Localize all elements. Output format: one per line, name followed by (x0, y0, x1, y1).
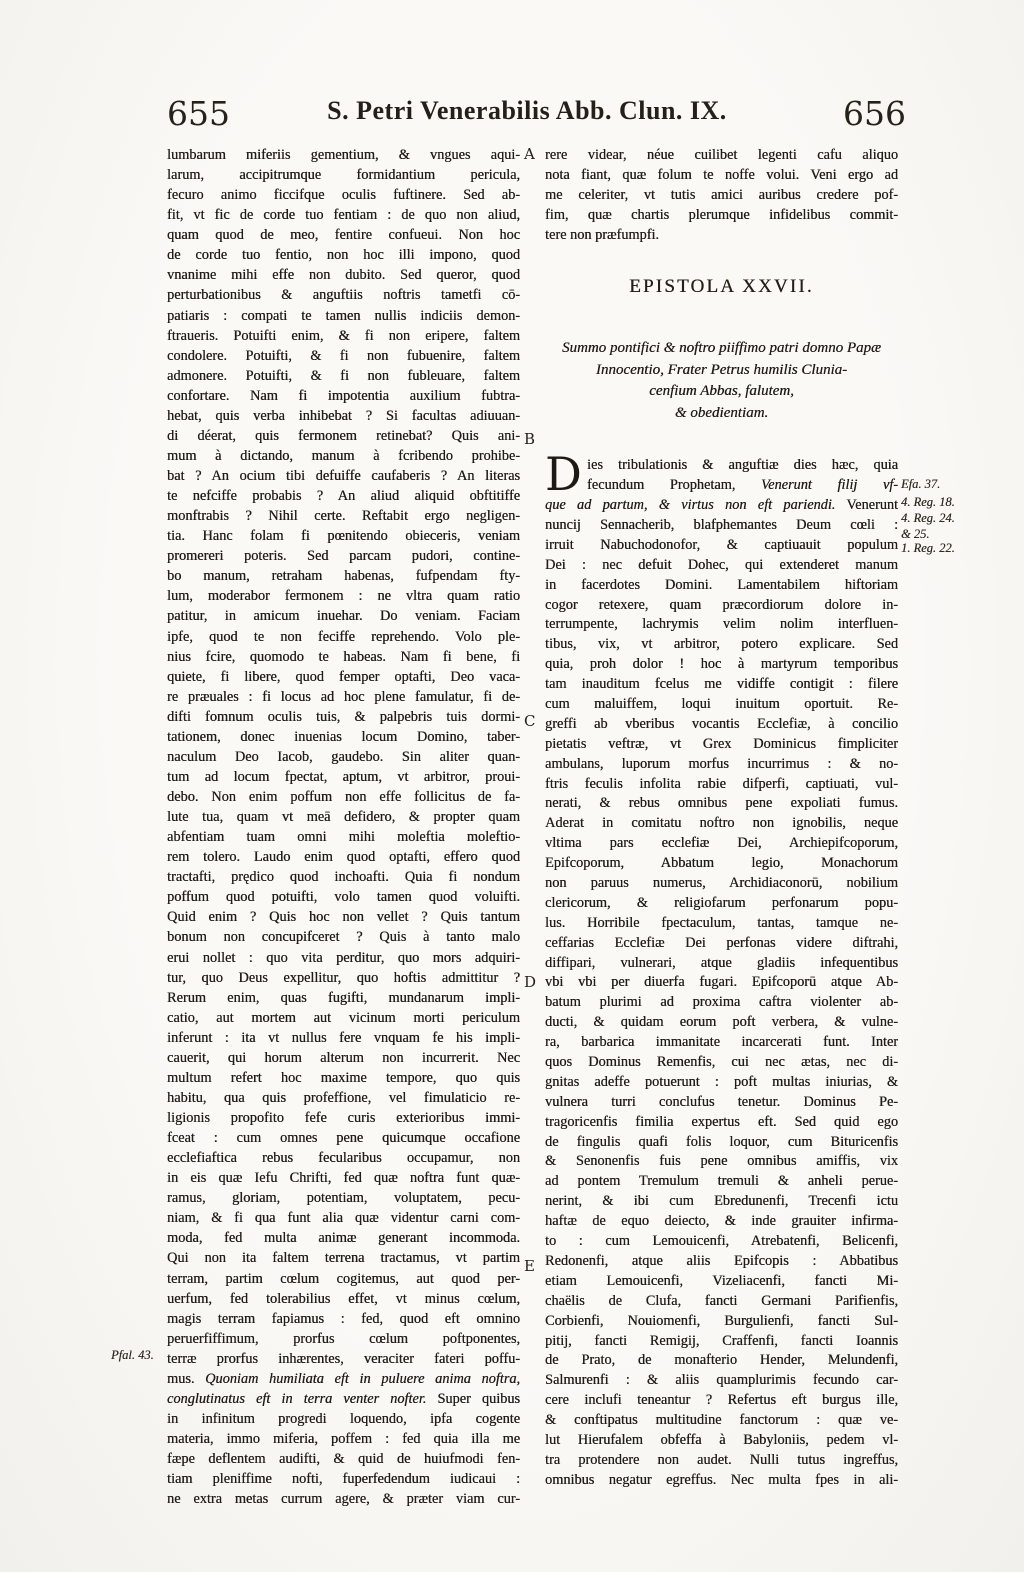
text-line: tiam pleniffime nofti, fuperfedendum iudicaui : (167, 1471, 520, 1488)
section-letter-a: A (524, 145, 535, 163)
text-line: tra protendere non audet. Nulli tutus ingreffus, (545, 1451, 898, 1468)
text-line: cum maluiffem, loqui inuitum oportuit. Re- (545, 696, 898, 712)
text-line: difti fomnum oculis tuis, & palpebris tuis dormi- (167, 708, 520, 725)
text-line: lus. Horribile fpectaculum, tantas, tamque ne- (545, 914, 898, 931)
text-line: Redonenfi, atque aliis Epifcopis : Abbatibus (545, 1252, 898, 1269)
margin-note-esa: Efa. 37. (901, 477, 941, 491)
text-line: pitij, fancti Remigij, Craffenfi, fancti Ioannis (545, 1332, 898, 1349)
text-line: nuncij Sennacherib, blafphemantes Deum cœli : (545, 516, 898, 533)
text-line: rem tolero. Laudo enim quod optafti, effero quod (167, 849, 520, 866)
section-letter-b: B (524, 430, 536, 448)
text-line: omnibus negatur egreffus. Nec multa fpes in ali- (545, 1471, 898, 1488)
margin-note-reg18: 4. Reg. 18. (901, 495, 955, 509)
text-line: ftraueris. Potuifti enim, & fi non eripere, faltem (167, 327, 520, 344)
text-line: lum, moderabor fermonem : ne vltra quam ratio (167, 588, 520, 605)
text-line: te nefciffe probabis ? An aliud aliquid obftitiffe (167, 488, 520, 505)
text-line: vbi vbi per diuerfa fugari. Epifcoporū atque Ab- (545, 974, 898, 991)
text-line: naculum Deo Iacob, gaudebo. Sin aliter quan- (167, 748, 520, 765)
text-line: lumbarum miferiis gementium, & vngues aqui- (167, 147, 520, 163)
text-line: in eis quæ Iefu Chrifti, fed quæ noftra funt quæ- (167, 1170, 520, 1187)
letter-closing-lines (545, 145, 898, 245)
salutation-block (545, 338, 898, 424)
text-line: vltima pars ecclefiæ Dei, Archiepifcoporum, (545, 835, 898, 852)
text-line: quam quod de meo, fentire confueui. Non hoc (167, 227, 520, 244)
text-line: ne extra metas currum agere, & præter viam cur- (167, 1491, 520, 1508)
text-line: quiete, fi libere, quod femper optafti, Deo vaca- (167, 668, 520, 685)
text-line: batum plurimi ad proxima caftra violenter ab- (545, 994, 898, 1011)
text-line: tere non præfumpfi. (545, 227, 659, 244)
text-line: tur, quo Deus expellitur, quo hoftis admittitur ? (167, 969, 520, 986)
text-line: tragoricenfis fimilia expertus eft. Sed quid ego (545, 1113, 898, 1130)
text-line: & obedientiam. (674, 404, 769, 421)
text-line: moda, fed multa animæ generant incommoda. (167, 1230, 520, 1247)
text-line: cere inclufi teneantur ? Refertus eft burgus ille, (545, 1392, 898, 1409)
text-line: bonum non concupifceret ? Quis à tanto malo (167, 929, 520, 946)
text-line: hebat, quis verba inhibebat ? Si facultas adiuuan- (167, 407, 520, 424)
text-line: Epifcoporum, Abbatum legio, Monachorum (545, 855, 898, 872)
text-line: mus. Quoniam humiliata eft in puluere anima noftra, (167, 1370, 520, 1387)
text-line: tractafti, prędico quod inchoafti. Quia fi nondum (167, 869, 520, 886)
text-line: de fingulis quafi folis loquor, cum Bituricenfis (545, 1133, 898, 1150)
text-line: fecuro animo ficcifque oculis fuftinere. Sed ab- (167, 187, 520, 204)
text-line: abfentiam tuam omni mihi moleftia moleftio- (167, 829, 520, 846)
text-line: Innocentio, Frater Petrus humilis Clunia- (595, 361, 848, 378)
text-line: Aderat in comitatu noftro non ignobilis, neque (545, 815, 898, 832)
text-line: Corbienfi, Nouiomenfi, Burgulienfi, fancti Sul- (545, 1312, 898, 1329)
text-line: larum, accipitrumque formidantium pericula, (167, 167, 520, 184)
text-line: fecundum Prophetam, Venerunt filij vf- (587, 477, 898, 494)
text-line: ftris feculis infolita rabie difperfi, captiuati, vul- (545, 775, 898, 792)
text-line: ecclefiaftica rebus fecularibus occupamur, non (167, 1150, 520, 1167)
text-line: re præuales : fi locus ad hoc plene famulatur, fi de- (167, 688, 520, 705)
text-line: niam, & fi qua funt alia quæ videntur carni com- (167, 1210, 520, 1227)
text-line: erui nollet : quo vita perditur, quo mors adquiri- (167, 949, 520, 966)
text-line: vulnera turri conclufus tenetur. Dominus Pe- (545, 1093, 898, 1110)
text-line: di déerat, quis fermonem retinebat? Quis ani- (167, 427, 520, 444)
drop-cap-letter: D (545, 447, 582, 502)
text-line: in infinitum progredi loquendo, ipfa cogente (167, 1410, 520, 1427)
epistola-body (545, 447, 898, 1490)
text-line: patiaris : compati te tamen nullis indiciis demon- (167, 307, 520, 324)
section-letter-c: C (524, 712, 536, 730)
margin-note-reg22: 1. Reg. 22. (901, 541, 955, 555)
epistola-body-lines (545, 447, 898, 1490)
text-line: etiam Lemouicenfi, Vizeliacenfi, fancti Mi- (545, 1272, 898, 1289)
margin-note-reg25: & 25. (901, 527, 930, 541)
text-line: lute tua, quam vt meā defidero, & propter quam (167, 809, 520, 826)
text-line: patitur, in amicum inuehar. Do veniam. Faciam (167, 608, 520, 625)
text-line: ad pontem Tremulum tremuli & anheli perue- (545, 1173, 898, 1190)
text-line: to : cum Lemouicenfi, Atrebatenfi, Belicenfi, (545, 1233, 898, 1250)
text-line: Rerum enim, quas fugifti, mundanarum impli- (167, 989, 520, 1006)
text-line: peruerfiffimum, prorfus cœlum poftponentes, (167, 1330, 520, 1347)
text-line: conglutinatus eft in terra venter nofter. Super quibus (167, 1390, 520, 1407)
text-line: gnitas adeffe potuerunt : poft multas iniurias, & (545, 1073, 898, 1090)
text-line: nota fiant, quæ folum te noffe volui. Veni ergo ad (545, 167, 898, 184)
text-line: promereri poteris. Sed parcam pudori, contine- (167, 548, 520, 565)
text-line: nerint, & ibi cum Ebredunenfi, Trecenfi ictu (545, 1193, 898, 1210)
page-number-left: 655 (167, 94, 230, 133)
text-line: haftæ de equo deiecto, & inde grauiter infirma- (545, 1213, 898, 1230)
text-line: me celeriter, vt tutis amici auribus credere pof- (545, 187, 898, 204)
text-line: poffum quod potuifti, volo tamen quod voluifti. (167, 889, 520, 906)
margin-note-psalm: Pfal. 43. (111, 1348, 154, 1362)
text-line: admonere. Potuifti, & fi non fubleuare, faltem (167, 367, 520, 384)
text-line: Quid enim ? Quis hoc non vellet ? Quis tantum (167, 909, 520, 926)
running-title: S. Petri Venerabilis Abb. Clun. IX. (327, 96, 727, 125)
text-line: cauerit, qui horum alterum non incurrerit. Nec (167, 1049, 520, 1066)
text-line: rere videar, néue cuilibet legenti cafu aliquo (545, 147, 898, 163)
text-line: ramus, gloriam, potentiam, voluptatem, pecu- (167, 1190, 520, 1207)
text-line: Salmurenfi : & aliis quamplurimis fecundo car- (545, 1372, 898, 1389)
text-line: tam inauditum fcelus me vidiffe contigit : filere (545, 676, 898, 693)
page-number-right: 656 (843, 94, 906, 133)
text-line: que ad partum, & virtus non eft pariendi. Venerunt (545, 497, 898, 514)
text-line: lut Hierufalem obfeffa à Babyloniis, pedem vl- (545, 1431, 898, 1448)
text-line: magis terram fapiamus : fed, quod eft omnino (167, 1310, 520, 1327)
text-line: nerati, & rebus omnibus pene expoliati fumus. (545, 795, 898, 812)
text-line: clericorum, & religiofarum perfonarum popu- (545, 894, 898, 911)
text-line: tibus, vix, vt arbitror, potero explicare. Sed (545, 636, 898, 653)
text-column-655 (167, 145, 520, 1509)
section-letter-d: D (524, 973, 537, 991)
text-line: nius fcire, quomodo te habeas. Nam fi bene, fi (167, 648, 520, 665)
text-line: de corde tuo fentio, non hoc illi impono, quod (167, 247, 520, 264)
text-line: ceffarias Ecclefiæ Dei perfonas videre diftrahi, (545, 934, 898, 951)
text-line: mum à dictando, manum à fcribendo prohibe- (167, 447, 520, 464)
text-line: materia, immo miferia, poffem : fed quia illa me (167, 1431, 520, 1447)
text-line: perturbationibus & anguftiis noftris tametfi cō- (167, 287, 520, 304)
text-column-656 (545, 145, 898, 1491)
text-line: pietatis veftræ, vt Grex Dominicus fimpliciter (545, 735, 898, 752)
text-line: cogor retexere, quam præcordiorum dolore in- (545, 596, 898, 613)
text-line: terræ prorfus inhærentes, veraciter fateri poffu- (167, 1350, 520, 1367)
text-line: & conftipatus multitudine fanctorum : quæ ve- (545, 1412, 898, 1429)
text-line: fæpe deflentem audifti, & quid de huiufmodi fen- (167, 1451, 520, 1468)
text-line: ra, barbarica immanitate incarcerati funt. Inter (545, 1034, 898, 1051)
epistola-heading: EPISTOLA XXVII. (629, 276, 814, 298)
section-letter-e: E (524, 1257, 535, 1275)
text-line: Summo pontifici & noftro piiffimo patri domno Papæ (561, 340, 882, 357)
text-line: in facerdotes Domini. Lamentabilem hiftoriam (545, 576, 898, 593)
text-line: ducti, & quidam eorum poft verbera, & vulne- (545, 1014, 898, 1031)
text-line: ambulans, luporum morfus incurrimus : & no- (545, 755, 898, 772)
text-line: Dei : nec defuit Dohec, qui extenderet manum (545, 556, 898, 573)
text-line: terram, partim cœlum cogitemus, aut quod per- (167, 1270, 520, 1287)
text-line: ligionis propofito fefe curis exterioribus immi- (167, 1110, 520, 1126)
text-line: bo manum, retraham habenas, fufpendam fty- (167, 568, 520, 585)
text-line: fceat : cum omnes pene quicumque occafione (167, 1130, 520, 1147)
text-line: quia, proh dolor ! hoc à martyrum temporibus (545, 656, 898, 673)
text-line: diffipari, vulnerari, atque gladiis infequentibus (545, 954, 898, 971)
text-line: fim, quæ chartis plerumque infidelibus commit- (545, 207, 898, 224)
text-line: cenfium Abbas, falutem, (649, 383, 794, 400)
text-line: monftrabis ? Nihil certe. Reftabit ergo negligen- (167, 508, 520, 525)
text-line: terrumpente, lachrymis velim nolim interfluen- (545, 616, 898, 633)
text-line: vnanime mihi effe non dubito. Sed queror, quod (167, 267, 520, 284)
text-line: condolere. Potuifti, & fi non fubuenire, faltem (167, 347, 520, 364)
text-line: irruit Nabuchodonofor, & captiuauit populum (545, 536, 898, 553)
text-line: ies tribulationis & anguftiæ dies hæc, quia (587, 457, 898, 474)
text-line: habitu, qua quis profeffione, vel fimulaticio re- (167, 1089, 520, 1106)
text-line: de Prato, de monafterio Hender, Melundenfi, (545, 1352, 898, 1369)
text-line: catio, aut mortem aut vicinum morti periculum (167, 1009, 520, 1026)
text-line: Qui non ita faltem terrena tractamus, vt partim (167, 1250, 520, 1267)
text-line: non paruus numerus, Archidiaconorū, nobilium (545, 875, 898, 892)
text-line: tationem, donec inuenias locum Domino, taber- (167, 728, 520, 745)
text-line: quos Dominus Remenfis, cui nec ætas, nec di- (545, 1054, 898, 1071)
text-line: tia. Hanc folam fi pœnitendo obieceris, veniam (167, 528, 520, 545)
text-line: confortare. Nam fi impotentia auxilium fubtra- (167, 387, 520, 404)
margin-note-reg24: 4. Reg. 24. (901, 511, 955, 525)
text-line: multum refert hoc maxime tempore, quo quis (167, 1069, 520, 1086)
text-line: chaëlis de Clufa, fancti Germani Parifienfis, (545, 1292, 898, 1309)
text-line: greffi ab vberibus vocantis Ecclefiæ, à concilio (545, 715, 898, 732)
text-line: ipfe, quod te non feciffe reprehendo. Volo ple- (167, 628, 520, 645)
text-line: & Senonenfis fuis pene omnibus amiffis, vix (545, 1153, 898, 1170)
text-line: inferunt : ita vt nullus fere vnquam fe his impli- (167, 1029, 520, 1046)
text-line: debo. Non enim poffum non effe follicitus de fa- (167, 789, 520, 805)
text-line: fit, vt fic de corde tuo fentiam : de quo non aliud, (167, 207, 520, 224)
text-line: uerfum, fed tolerabilius effet, vt minus cœlum, (167, 1290, 520, 1307)
text-line: bat ? An ocium tibi defuiffe caufaberis ? An literas (167, 468, 520, 484)
text-line: tum ad locum fpectat, aptum, vt arbitror, proui- (167, 768, 520, 785)
